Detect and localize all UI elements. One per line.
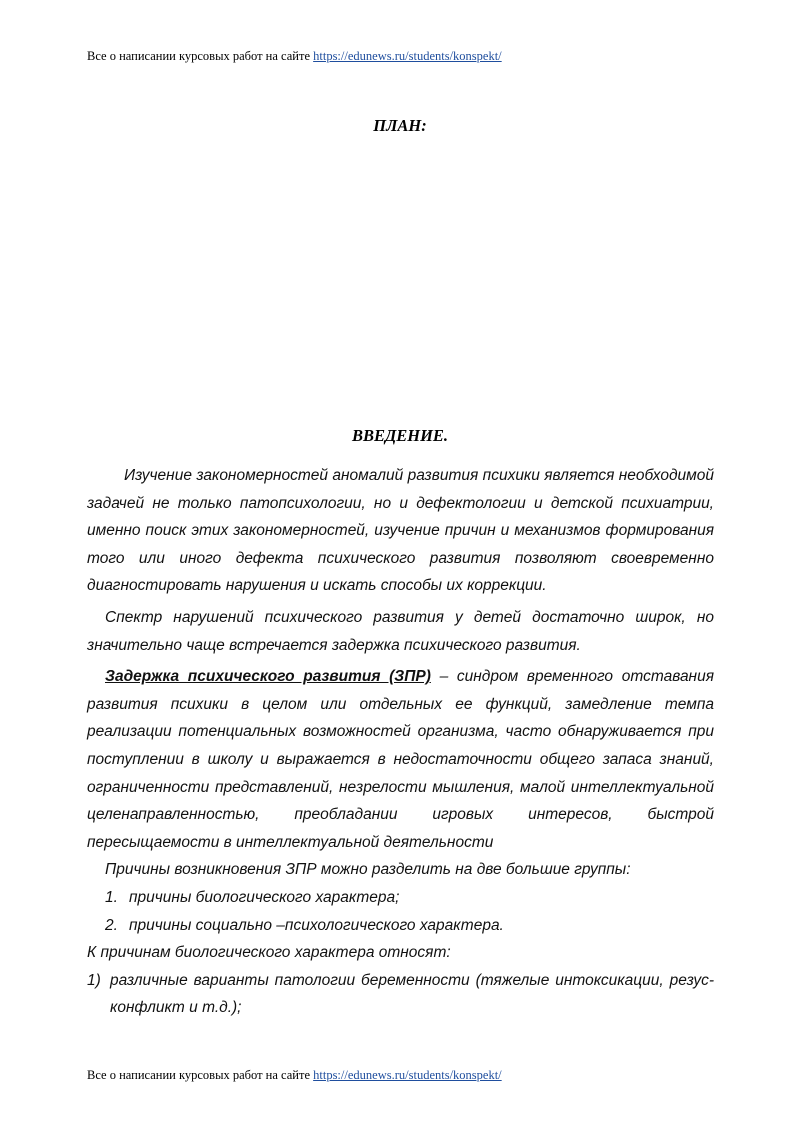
document-body — [87, 462, 714, 1022]
paragraph-2: Спектр нарушений психического развития у детей достаточно широк, но значительно чаще встречается задержка психического развития. — [87, 608, 714, 654]
list-item — [87, 884, 714, 912]
term-zpr: Задержка психического развития (ЗПР) — [105, 668, 431, 686]
causes-list — [87, 884, 714, 939]
paragraph-1: Изучение закономерностей аномалий развития психики является необходимой задачей не только патопсихологии, но и дефектологии и детской психиатрии, именно поиск этих закономерностей, изучение причин и механизмов формирования того или иного дефекта психического развития позволяют своевременно диагностировать нарушения и искать способы их коррекции. — [87, 467, 714, 595]
sub-list-number: 1) — [87, 971, 101, 989]
footer-text: Все о написании курсовых работ на сайте — [87, 1068, 310, 1082]
list-item-text: причины социально –психологического характера. — [129, 916, 504, 934]
list-number: 1. — [105, 888, 118, 906]
sub-list-item-text: различные варианты патологии беременности (тяжелые интоксикации, резус-конфликт и т.д.); — [110, 971, 714, 1017]
sub-list-item — [87, 967, 714, 1022]
page-header — [87, 49, 502, 64]
introduction-heading: ВВЕДЕНИЕ. — [351, 426, 449, 445]
page-footer — [87, 1068, 502, 1083]
list-item — [87, 912, 714, 940]
list-item-text: причины биологического характера; — [129, 888, 400, 906]
plan-heading: ПЛАН: — [373, 116, 427, 135]
header-text: Все о написании курсовых работ на сайте — [87, 49, 310, 63]
paragraph-3-text: – синдром временного отставания развития психики в целом или отдельных ее функций, замедление темпа реализации потенциальных возможностей организма, часто обнаруживается при поступлении в школу и выражается в недостаточности общего запаса знаний, ограниченности представлений, незрелости мышления, малой интеллектуальной целенаправленностью, преобладании игровых интересов, быстрой пересыщаемости в интеллектуальной деятельности — [87, 668, 714, 851]
paragraph-5: К причинам биологического характера относят: — [87, 944, 451, 962]
footer-link[interactable]: https://edunews.ru/students/konspekt/ — [313, 1068, 502, 1082]
header-link[interactable]: https://edunews.ru/students/konspekt/ — [313, 49, 502, 63]
paragraph-3 — [87, 663, 714, 856]
list-number: 2. — [105, 916, 118, 934]
paragraph-4: Причины возникновения ЗПР можно разделить на две большие группы: — [105, 861, 631, 879]
